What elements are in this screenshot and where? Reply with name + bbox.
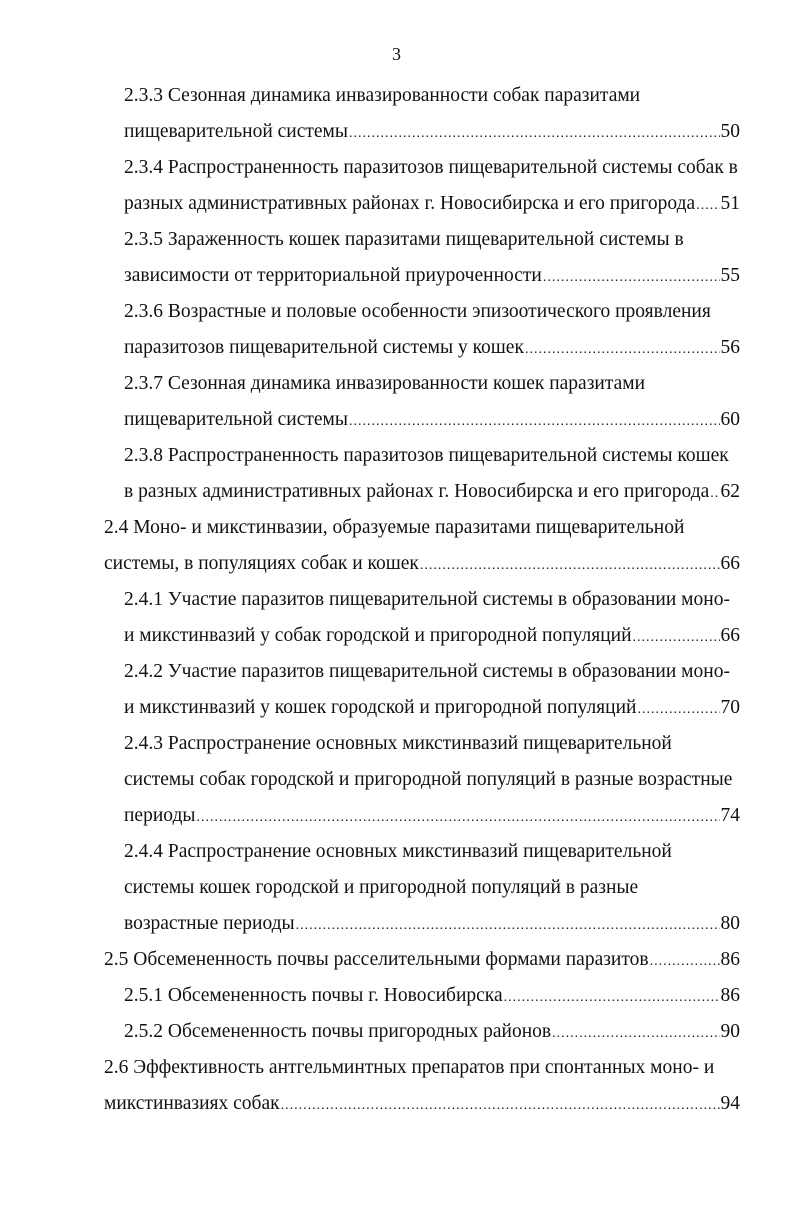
toc-entry-text: зависимости от территориальной приуроченности [124,265,542,286]
toc-entry-2-4-3-lead [124,798,740,834]
toc-page-number: 60 [720,409,740,430]
toc-entry-2-3-5-lead [124,258,740,294]
dot-leader [504,980,720,1016]
dot-leader [525,332,720,368]
toc-entry-text: микстинвазиях собак [104,1093,280,1114]
toc-entry-2-3-7-title: 2.3.7 Сезонная динамика инвазированности кошек паразитами [124,373,646,394]
toc-entry-text: пищеварительной системы [124,409,348,430]
dot-leader [710,476,719,512]
dot-leader [552,1016,719,1052]
toc-page-number: 90 [720,1021,740,1042]
toc-entry-2-4-4-title: 2.4.4 Распространение основных микстинвазий пищеварительной [124,841,672,862]
toc-entry-2-3-4-lead [124,186,740,222]
toc-entry-2-3-5-title: 2.3.5 Зараженность кошек паразитами пищеварительной системы в [124,229,684,250]
toc-entry-2-4-title: 2.4 Моно- и микстинвазии, образуемые паразитами пищеварительной [104,517,685,538]
toc-entry-2-3-3-title: 2.3.3 Сезонная динамика инвазированности собак паразитами [124,85,641,106]
toc-entry-2-4-2-title: 2.4.2 Участие паразитов пищеварительной системы в образовании моно- [124,661,730,682]
dot-leader [543,260,720,296]
toc-entry-2-4-3-title: 2.4.3 Распространение основных микстинвазий пищеварительной [124,733,672,754]
toc-entry-text: разных административных районах г. Новосибирска и его пригорода [124,193,696,214]
toc-entry-2-5-2-lead [124,1014,740,1050]
toc-entry-2-6-lead [104,1086,740,1122]
toc-entry-text: системы, в популяциях собак и кошек [104,553,419,574]
dot-leader [281,1088,720,1124]
toc-entry-2-3-7-lead [124,402,740,438]
dot-leader [633,620,720,656]
dot-leader [349,404,720,440]
toc-entry-2-3-3-lead [124,114,740,150]
toc-entry-text: 2.5 Обсемененность почвы расселительными формами паразитов [104,949,649,970]
toc-entry-2-3-4-title: 2.3.4 Распространенность паразитозов пищеварительной системы собак в [124,157,738,178]
toc-page-number: 80 [720,913,740,934]
toc-entry-text: и микстинвазий у собак городской и пригородной популяций [124,625,632,646]
toc-entry-text: 2.5.2 Обсемененность почвы пригородных районов [124,1021,552,1042]
toc-entry-2-4-1-title: 2.4.1 Участие паразитов пищеварительной системы в образовании моно- [124,589,730,610]
toc-entry-2-3-8-lead [124,474,740,510]
toc-page-number: 66 [720,553,740,574]
dot-leader [420,548,720,584]
toc-entry-text: 2.5.1 Обсемененность почвы г. Новосибирска [124,985,503,1006]
toc-entry-2-3-8-title: 2.3.8 Распространенность паразитозов пищеварительной системы кошек [124,445,729,466]
toc-entry-text: возрастные периоды [124,913,295,934]
toc-entry-2-3-6-title: 2.3.6 Возрастные и половые особенности эпизоотического проявления [124,301,711,322]
dot-leader [296,908,720,944]
toc-entry-text: в разных административных районах г. Новосибирска и его пригорода [124,481,710,502]
dot-leader [696,188,719,224]
toc-page-number: 94 [720,1093,740,1114]
dot-leader [637,692,719,728]
toc-entry-2-4-4-middle: системы кошек городской и пригородной популяций в разные [124,877,639,898]
toc-entry-2-4-1-lead [124,618,740,654]
toc-page-number: 56 [720,337,740,358]
toc-entry-2-4-4-lead [124,906,740,942]
toc-entry-text: паразитозов пищеварительной системы у кошек [124,337,524,358]
toc-page-number: 66 [720,625,740,646]
toc-page-number: 55 [720,265,740,286]
toc-entry-2-5-1-lead [124,978,740,1014]
toc-entry-2-5-lead [104,942,740,978]
toc-entry-2-4-3-middle: системы собак городской и пригородной популяций в разные возрастные [124,769,733,790]
dot-leader [650,944,720,980]
toc-page-number: 51 [720,193,740,214]
toc-page-number: 62 [720,481,740,502]
toc-entry-2-6-title: 2.6 Эффективность антгельминтных препаратов при спонтанных моно- и [104,1057,715,1078]
dot-leader [197,800,720,836]
toc-entry-2-3-6-lead [124,330,740,366]
toc-page-number: 86 [720,985,740,1006]
page-number: 3 [392,44,401,64]
toc-page-number: 74 [720,805,740,826]
toc-entry-text: и микстинвазий у кошек городской и пригородной популяций [124,697,637,718]
toc-entry-2-4-lead [104,546,740,582]
dot-leader [349,116,720,152]
toc-entry-text: периоды [124,805,196,826]
toc-entry-2-4-2-lead [124,690,740,726]
toc-entry-text: пищеварительной системы [124,121,348,142]
toc-page-number: 50 [720,121,740,142]
toc-page-number: 86 [720,949,740,970]
toc-page-number: 70 [720,697,740,718]
